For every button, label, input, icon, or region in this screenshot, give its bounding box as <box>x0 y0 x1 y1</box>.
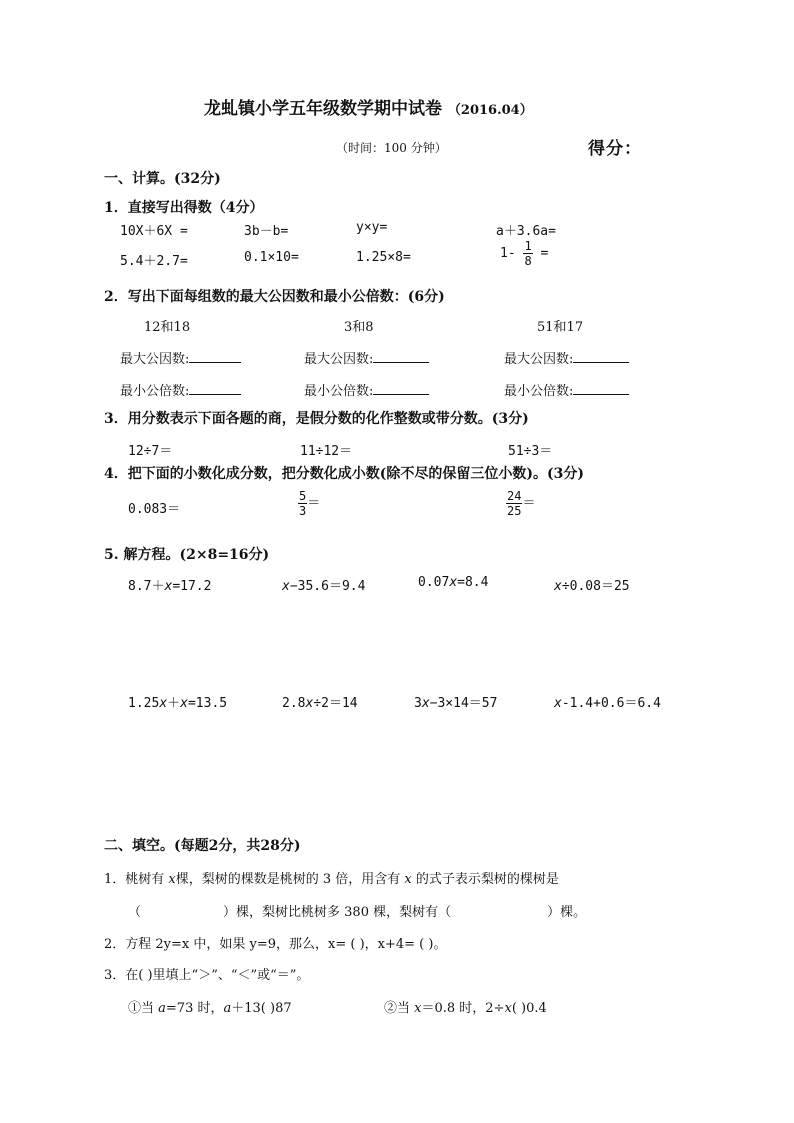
equation-part: 3 <box>414 696 422 711</box>
fill-q1-line1 <box>104 868 559 887</box>
exam-title <box>204 94 533 119</box>
text-fragment: 1．桃树有 <box>104 872 169 887</box>
equation-part: 0.07 <box>418 575 450 590</box>
variable: x <box>404 872 412 887</box>
q1-item-5: 5.4＋2.7= <box>120 254 188 269</box>
fraction-numerator: 1 <box>524 239 532 253</box>
variable: x <box>305 696 314 711</box>
q1-item-4: a＋3.6a= <box>496 224 556 239</box>
text-fragment: ②当 <box>384 1001 415 1016</box>
equation-5 <box>128 692 227 711</box>
fraction <box>506 490 522 517</box>
equation-part: ÷2＝14 <box>313 696 358 711</box>
text-fragment: ）棵。 <box>547 905 587 920</box>
q1-item-8 <box>500 240 548 267</box>
answer-blank[interactable] <box>373 350 429 363</box>
q5-heading: 5. 解方程。(2×8=16分) <box>104 547 270 563</box>
variable: a <box>223 1001 232 1016</box>
gcd-label: 最大公因数: <box>304 352 374 367</box>
q2-pair-3: 51和17 <box>537 320 584 335</box>
fill-q1-line2 <box>128 901 586 920</box>
q2-heading: 2．写出下面每组数的最大公因数和最小公倍数：(6分) <box>104 289 445 305</box>
q1-item-2: 3b－b= <box>244 224 289 239</box>
q1-item-7: 1.25×8= <box>356 250 411 265</box>
variable: x <box>168 872 176 887</box>
lcm-label: 最小公倍数: <box>120 384 190 399</box>
fraction-denominator: 25 <box>507 504 522 518</box>
answer-blank[interactable] <box>573 382 629 395</box>
q4-item-2 <box>298 490 320 517</box>
variable: x <box>449 575 458 590</box>
variable: x <box>421 696 430 711</box>
text-fragment: ＋13( )87 <box>231 1001 292 1016</box>
answer-blank[interactable] <box>189 350 241 363</box>
equation-6 <box>282 692 358 711</box>
variable: x <box>554 579 562 594</box>
equation-part: 2.8 <box>282 696 306 711</box>
text-fragment: （ <box>128 905 142 920</box>
q3-item-3: 51÷3＝ <box>508 444 553 459</box>
fill-q3-line1: 3．在( )里填上“＞”、“＜”或“＝”。 <box>104 968 310 983</box>
variable: a <box>158 1001 166 1016</box>
gcd-field-1 <box>120 348 241 367</box>
text-fragment: ①当 <box>128 1001 159 1016</box>
q2-pair-1: 12和18 <box>144 320 191 335</box>
q4-heading: 4．把下面的小数化成分数，把分数化成小数(除不尽的保留三位小数)。(3分) <box>104 466 584 482</box>
lcm-label: 最小公倍数: <box>304 384 374 399</box>
variable: x <box>414 1001 422 1016</box>
equation-part: −35.6＝9.4 <box>289 579 366 594</box>
equals-sign: ＝ <box>522 496 536 511</box>
answer-blank[interactable] <box>373 382 429 395</box>
fill-q3-a <box>128 997 292 1016</box>
q3-item-1: 12÷7＝ <box>128 444 173 459</box>
equation-3 <box>418 575 488 590</box>
fraction-denominator: 3 <box>299 504 307 518</box>
gcd-field-2 <box>304 348 429 367</box>
q4-item-3 <box>506 490 535 517</box>
fraction <box>298 490 307 517</box>
lcm-field-2 <box>304 380 429 399</box>
fill-q2: 2．方程 2y=x 中，如果 y=9，那么，x= ( )，x+4= ( )。 <box>104 937 447 952</box>
equation-part: =13.5 <box>187 696 228 711</box>
equation-part: -1.4+0.6＝6.4 <box>561 696 661 711</box>
equation-part: =8.4 <box>457 575 489 590</box>
equation-4 <box>554 575 630 594</box>
fraction-numerator: 5 <box>299 489 307 503</box>
gcd-label: 最大公因数: <box>504 352 574 367</box>
answer-blank[interactable] <box>189 382 241 395</box>
part1-heading: 一、计算。(32分) <box>104 171 221 187</box>
score-label: 得分： <box>588 139 642 159</box>
equation-part: ＋ <box>167 696 181 711</box>
q1-heading: 1．直接写出得数（4分） <box>104 200 264 216</box>
text-fragment: 的式子表示梨树的棵树是 <box>411 872 559 887</box>
fill-q3-b <box>384 997 547 1016</box>
equation-8 <box>554 692 661 711</box>
gcd-field-3 <box>504 348 629 367</box>
exam-time: （时间：100 分钟） <box>336 141 447 155</box>
fraction-numerator: 24 <box>507 489 522 503</box>
q2-pair-2: 3和8 <box>344 320 374 335</box>
lcm-label: 最小公倍数: <box>504 384 574 399</box>
equation-1 <box>128 575 211 594</box>
exam-year: （2016.04） <box>447 103 533 118</box>
equation-part: 1.25 <box>128 696 160 711</box>
variable: x <box>159 696 168 711</box>
equals-sign: ＝ <box>307 496 321 511</box>
q1-item-3: y×y= <box>356 220 388 235</box>
variable: x <box>504 1001 512 1016</box>
text-fragment: ＝0.8 时，2÷ <box>421 1001 505 1016</box>
fraction-denominator: 8 <box>524 254 532 268</box>
text-fragment: ( )0.4 <box>511 1001 547 1016</box>
equation-part: −3×14＝57 <box>429 696 498 711</box>
equation-part: =17.2 <box>172 579 212 594</box>
answer-blank[interactable] <box>573 350 629 363</box>
variable: x <box>164 579 173 594</box>
variable: x <box>554 696 562 711</box>
text-fragment: 棵，梨树的棵数是桃树的 3 倍，用含有 <box>175 872 405 887</box>
fraction <box>523 240 532 267</box>
q4-item-1: 0.083＝ <box>128 502 181 517</box>
gcd-label: 最大公因数: <box>120 352 190 367</box>
q1-frac-prefix: 1- <box>500 246 516 261</box>
equation-7 <box>414 692 497 711</box>
lcm-field-3 <box>504 380 629 399</box>
equation-2 <box>282 575 365 594</box>
variable: x <box>282 579 290 594</box>
q3-item-2: 11÷12＝ <box>300 444 353 459</box>
q1-item-6: 0.1×10= <box>244 250 299 265</box>
q1-frac-suffix: = <box>540 246 549 261</box>
exam-title-text: 龙虬镇小学五年级数学期中试卷 <box>204 99 442 119</box>
variable: x <box>180 696 188 711</box>
equation-part: ÷0.08＝25 <box>561 579 630 594</box>
q3-heading: 3．用分数表示下面各题的商，是假分数的化作整数或带分数。(3分) <box>104 411 529 427</box>
lcm-field-1 <box>120 380 241 399</box>
equation-part: 8.7＋ <box>128 579 165 594</box>
part2-heading: 二、填空。(每题2分，共28分) <box>104 838 301 854</box>
q1-item-1: 10X＋6X = <box>120 224 188 239</box>
text-fragment: ）棵，梨树比桃树多 380 棵，梨树有（ <box>223 905 452 920</box>
text-fragment: =73 时， <box>165 1001 224 1016</box>
